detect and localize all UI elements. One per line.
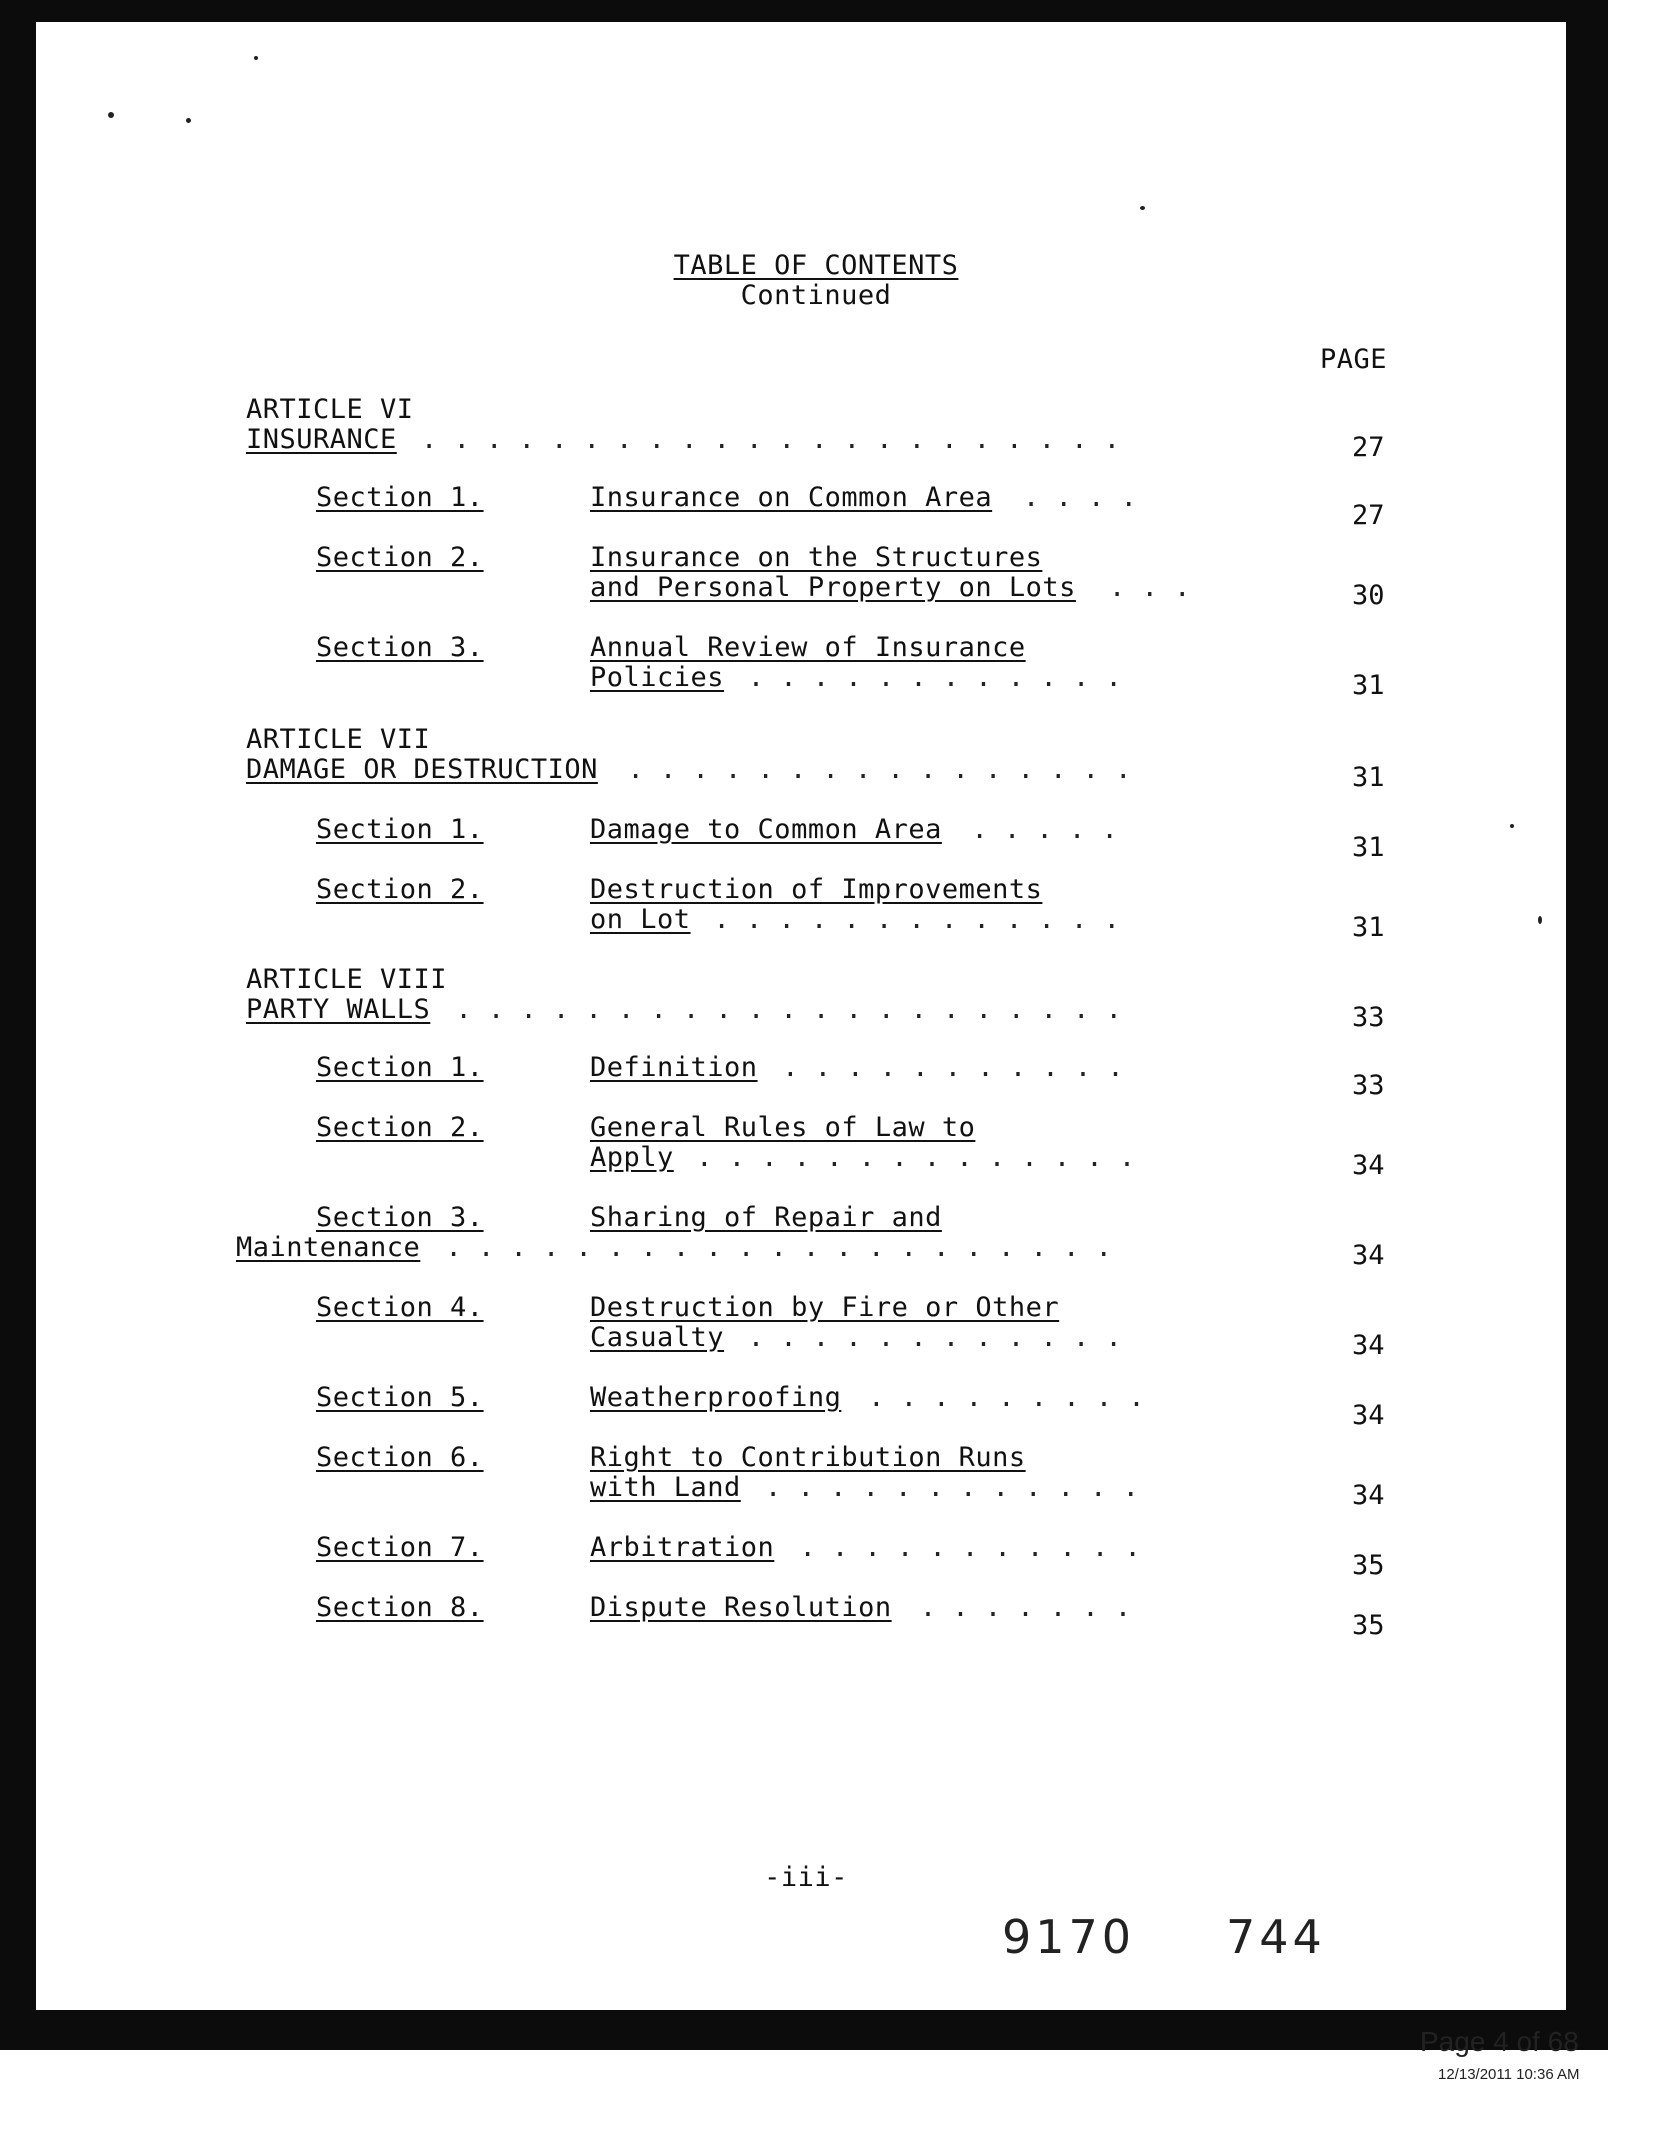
section-page-number: 35 [1352,1610,1385,1641]
dot-leader: . . . . . . . . . . . . . . . . . . . . . [429,1232,1112,1263]
page-number-roman: -iii- [764,1862,848,1893]
section-page-number: 31 [1352,670,1385,701]
section-title-line: Sharing of Repair and [590,1202,942,1233]
dot-leader: . . . . . . . . . . . [766,1052,1124,1083]
section-label: Section 3. [316,1202,484,1233]
toc-title: TABLE OF CONTENTS [673,250,959,281]
section-title-line: Dispute Resolution [590,1592,892,1623]
toc-subtitle: Continued [740,280,892,311]
section-title-line: Weatherproofing [590,1382,842,1413]
dot-leader: . . . . . . . [903,1592,1132,1623]
section-title-line: General Rules of Law to [590,1112,976,1143]
article-number: ARTICLE VIII [246,964,448,995]
section-page-number: 34 [1352,1400,1385,1431]
dot-leader: . . . . . . . . . [852,1382,1145,1413]
section-title-line: with Land [590,1472,741,1503]
section-page-number: 34 [1352,1150,1385,1181]
dot-leader: . . . . . . . . . . . . . . . . [611,754,1132,785]
section-title-line: Right to Contribution Runs [590,1442,1026,1473]
dot-leader: . . . . . . . . . . . . . [697,904,1120,935]
section-page-number: 33 [1352,1070,1385,1101]
section-title-line: Policies [590,662,725,693]
dot-leader: . . . . . . . . . . . . [748,1472,1139,1503]
section-label: Section 3. [316,632,484,663]
section-title-line: Maintenance [236,1232,421,1263]
section-label: Section 8. [316,1592,484,1623]
section-title-line: on Lot [590,904,691,935]
scan-speck [186,118,191,123]
page-column-header: PAGE [1320,344,1388,375]
article-number: ARTICLE VII [246,724,431,755]
section-page-number: 31 [1352,912,1385,943]
scan-speck [1140,206,1145,210]
section-title-line: and Personal Property on Lots [590,572,1076,603]
section-title-line: Insurance on the Structures [590,542,1043,573]
section-label: Section 6. [316,1442,484,1473]
section-page-number: 35 [1352,1550,1385,1581]
section-page-number: 30 [1352,580,1385,611]
dot-leader: . . . . . . . . . . . . . . . . . . . . . . [404,424,1121,455]
dot-leader: . . . . . . . . . . . . . . [680,1142,1136,1173]
section-title-line: Insurance on Common Area [590,482,993,513]
section-title-line: Apply [590,1142,674,1173]
section-page-number: 27 [1352,500,1385,531]
section-label: Section 7. [316,1532,484,1563]
article-title: PARTY WALLS [246,994,431,1025]
section-page-number: 34 [1352,1240,1385,1271]
section-title-line: Destruction by Fire or Other [590,1292,1060,1323]
section-title-line: Definition [590,1052,758,1083]
section-title-line: Arbitration [590,1532,775,1563]
section-page-number: 34 [1352,1480,1385,1511]
article-page-number: 33 [1352,1002,1385,1033]
scan-speck [1510,824,1514,828]
book-number: 9170 [1002,1910,1136,1964]
dot-leader: . . . . . . . . . . . . [731,662,1122,693]
dot-leader: . . . . . . . . . . . . . . . . . . . . . [439,994,1122,1025]
section-title-line: Annual Review of Insurance [590,632,1026,663]
section-label: Section 4. [316,1292,484,1323]
article-number: ARTICLE VI [246,394,414,425]
book-page-number: 744 [1226,1910,1326,1964]
section-page-number: 31 [1352,832,1385,863]
section-title-line: Casualty [590,1322,725,1353]
article-title: INSURANCE [246,424,397,455]
article-page-number: 31 [1352,762,1385,793]
scan-speck [254,56,258,60]
section-page-number: 34 [1352,1330,1385,1361]
scan-speck [1538,916,1542,924]
scan-speck [108,112,114,118]
section-label: Section 2. [316,542,484,573]
section-title-line: Damage to Common Area [590,814,942,845]
section-label: Section 2. [316,1112,484,1143]
section-label: Section 5. [316,1382,484,1413]
section-label: Section 1. [316,482,484,513]
section-label: Section 1. [316,1052,484,1083]
dot-leader: . . . . [1006,482,1137,513]
scan-page-stamp: Page 4 of 68 [1420,2026,1579,2057]
dot-leader: . . . . . [955,814,1118,845]
dot-leader: . . . . . . . . . . . . [731,1322,1122,1353]
scan-date-stamp: 12/13/2011 10:36 AM [1438,2066,1580,2083]
section-label: Section 1. [316,814,484,845]
article-title: DAMAGE OR DESTRUCTION [246,754,598,785]
dot-leader: . . . . . . . . . . . [783,1532,1141,1563]
article-page-number: 27 [1352,432,1385,463]
section-title-line: Destruction of Improvements [590,874,1043,905]
dot-leader: . . . [1092,572,1191,603]
section-label: Section 2. [316,874,484,905]
